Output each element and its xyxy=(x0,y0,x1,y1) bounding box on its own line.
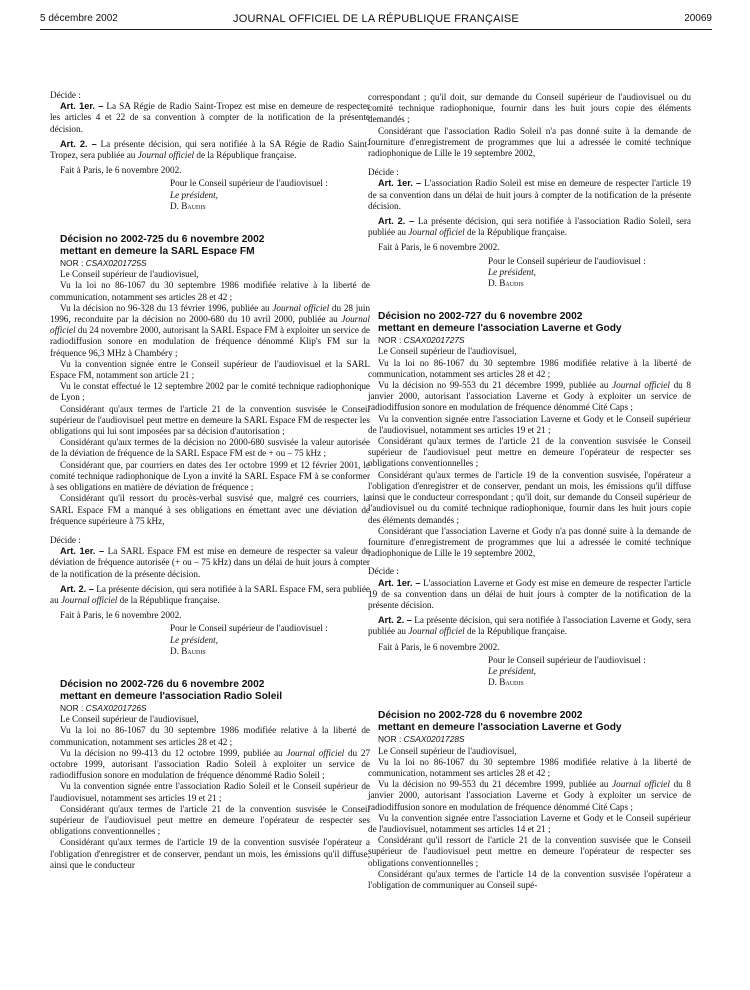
paragraph xyxy=(50,748,370,782)
decision-end-saint-tropez xyxy=(50,90,370,212)
decide-heading: Décide : xyxy=(368,566,399,577)
decide-heading: Décide : xyxy=(50,534,81,545)
nor-reference xyxy=(368,335,691,346)
journal-ref: Journal officiel xyxy=(612,779,670,790)
article-text: de la République française. xyxy=(467,227,567,238)
text: du 27 octobre 1999, autorisant l'association Radio Soleil à exploiter un service de radiodiffusion sonore en modulation de fréquence dénommé Radio Soleil ; xyxy=(50,747,371,781)
decision-subtitle: mettant en demeure l'association Laverne et Gody xyxy=(378,722,622,734)
journal-ref: Journal officiel xyxy=(408,626,465,637)
decision-subtitle: mettant en demeure la SARL Espace FM xyxy=(60,246,255,258)
right-column xyxy=(368,92,691,891)
nor-reference xyxy=(50,258,370,269)
paragraph: correspondant ; qu'il doit, sur demande du Conseil supérieur de l'audiovisuel ou du comité technique radiophonique, fournir dans les huit jours copie des éléments demandés ; xyxy=(368,92,691,125)
text: du 24 novembre 2000, autorisant la SARL Espace FM à exploiter un service de radiodiffusion sonore en modulation de fréquence dénommé Klip's FM sur la fréquence 96,3 MHz à Chambéry ; xyxy=(50,325,370,358)
article-1 xyxy=(50,101,370,135)
journal-ref: Journal officiel xyxy=(286,747,345,758)
decision-title: Décision no 2002-728 du 6 novembre 2002 xyxy=(378,710,583,722)
signature-name xyxy=(368,677,691,688)
paragraph: Considérant qu'il ressort de l'article 21 de la convention susvisée que le Conseil supérieur de l'audiovisuel peut mettre en demeure l'opérateur de respecter ses obligations conventionnelles ; xyxy=(368,835,691,868)
page-number: 20069 xyxy=(684,13,712,24)
paragraph: Vu le constat effectué le 12 septembre 2002 par le comité technique radiophonique de Lyon ; xyxy=(50,381,370,403)
header-date: 5 décembre 2002 xyxy=(40,13,118,24)
article-1 xyxy=(368,178,691,212)
article-text: La SARL Espace FM est mise en demeure de respecter sa valeur de déviation de fréquence autorisée (+ ou – 75 kHz) dans un délai de huit jours à compter de la notification de la présente décision. xyxy=(50,546,370,579)
article-1 xyxy=(50,546,370,580)
nor-code: CSAX0201727S xyxy=(403,335,465,346)
article-text: L'association Laverne et Gody est mise en demeure de respecter l'article 19 de sa convention dans un délai de huit jours à compter de la notification de la présente décision. xyxy=(368,577,691,610)
signature-role: Pour le Conseil supérieur de l'audiovisuel : xyxy=(170,623,328,634)
text: du 8 janvier 2000, autorisant l'association Laverne et Gody à exploiter un service de radiodiffusion sonore en modulation de fréquence dénommé Cité Caps ; xyxy=(368,779,692,812)
paragraph: Vu la loi no 86-1067 du 30 septembre 1986 modifiée relative à la liberté de communication, notamment ses articles 28 et 42 ; xyxy=(50,725,370,747)
text: Vu la décision no 96-328 du 13 février 1996, publiée au xyxy=(60,302,270,313)
signature-block xyxy=(368,256,691,290)
signature-name-text: D. Baudis xyxy=(488,677,524,688)
paragraph xyxy=(50,303,370,359)
paragraph: Vu la loi no 86-1067 du 30 septembre 1986 modifiée relative à la liberté de communication, notamment ses articles 28 et 42 ; xyxy=(50,280,370,302)
signature-block xyxy=(368,655,691,689)
decision-title: Décision no 2002-725 du 6 novembre 2002 xyxy=(60,234,265,246)
journal-ref: Journal officiel xyxy=(612,380,670,391)
signature-role: Pour le Conseil supérieur de l'audiovisuel : xyxy=(170,178,328,189)
paragraph: Le Conseil supérieur de l'audiovisuel, xyxy=(60,269,199,280)
fait-a-paris: Fait à Paris, le 6 novembre 2002. xyxy=(60,165,182,176)
journal-ref: Journal officiel xyxy=(60,594,118,605)
fait-a-paris: Fait à Paris, le 6 novembre 2002. xyxy=(378,641,500,652)
paragraph xyxy=(368,779,691,813)
signature-name-text: D. Baudis xyxy=(170,645,206,656)
nor-reference xyxy=(50,703,370,714)
signature-block xyxy=(50,623,370,657)
paragraph: Le Conseil supérieur de l'audiovisuel, xyxy=(378,745,517,756)
decision-title: Décision no 2002-726 du 6 novembre 2002 xyxy=(60,678,265,690)
article-2 xyxy=(50,139,370,161)
paragraph xyxy=(368,380,691,414)
journal-ref: Journal officiel xyxy=(272,302,330,313)
nor-reference xyxy=(368,734,691,745)
journal-ref: Journal officiel xyxy=(137,150,195,161)
article-1 xyxy=(368,578,691,612)
article-2 xyxy=(368,216,691,238)
nor-label: NOR : xyxy=(60,702,84,713)
signature-name xyxy=(50,201,370,212)
article-text: de la République française. xyxy=(196,150,297,161)
paragraph: Considérant qu'aux termes de l'article 21 de la convention susvisée le Conseil supérieur de l'audiovisuel peut mettre en demeure la SARL Espace FM de respecter les obligations qui lui sont imposées par sa décision d'autorisation ; xyxy=(50,403,370,437)
paragraph: Vu la convention signée entre l'association Radio Soleil et le Conseil supérieur de l'audiovisuel, notamment ses articles 19 et 21 ; xyxy=(50,781,370,803)
nor-code: CSAX0201725S xyxy=(85,258,147,269)
decision-2002-727 xyxy=(368,311,691,688)
article-label: Art. 2. – xyxy=(60,583,94,594)
page-header xyxy=(40,13,712,27)
signature-title: Le président, xyxy=(488,266,536,277)
paragraph: Vu la loi no 86-1067 du 30 septembre 1986 modifiée relative à la liberté de communication, notamment ses articles 28 et 42 ; xyxy=(368,357,691,379)
paragraph: Considérant que, par courriers en dates des 1er octobre 1999 et 12 février 2001, le comité technique radiophonique de Lyon a invité la SARL Espace FM à se conformer à ses obligations en matière de déviation de fréquence ; xyxy=(50,459,370,493)
article-label: Art. 1er. – xyxy=(378,577,421,588)
signature-role: Pour le Conseil supérieur de l'audiovisuel : xyxy=(488,255,646,266)
paragraph: Considérant qu'aux termes de l'article 21 de la convention susvisée le Conseil supérieur de l'audiovisuel peut mettre en demeure l'opérateur de respecter ses obligations conventionnelles ; xyxy=(50,803,370,837)
article-2 xyxy=(368,615,691,637)
signature-block xyxy=(50,178,370,212)
paragraph: Vu la loi no 86-1067 du 30 septembre 1986 modifiée relative à la liberté de communication, notamment ses articles 28 et 42 ; xyxy=(368,756,691,778)
signature-name-text: D. Baudis xyxy=(488,278,524,289)
article-text: L'association Radio Soleil est mise en demeure de respecter l'article 19 de sa convention dans un délai de huit jours à compter de la notification de la présente décision. xyxy=(368,178,691,211)
left-column xyxy=(50,90,370,871)
header-rule xyxy=(40,29,712,30)
decide-heading: Décide : xyxy=(368,167,399,178)
nor-label: NOR : xyxy=(60,258,84,269)
article-2 xyxy=(50,584,370,606)
article-text: La présente décision, qui sera notifiée à l'association Laverne et Gody, sera publiée au xyxy=(368,615,692,637)
article-label: Art. 1er. – xyxy=(60,546,105,557)
fait-a-paris: Fait à Paris, le 6 novembre 2002. xyxy=(60,610,182,621)
article-text: La présente décision, qui sera notifiée à la SARL Espace FM, sera publiée au xyxy=(50,583,370,605)
nor-label: NOR : xyxy=(378,734,402,745)
decide-heading: Décide : xyxy=(50,90,81,100)
decision-2002-725 xyxy=(50,234,370,657)
journal-ref: Journal officiel xyxy=(408,227,465,238)
signature-title: Le président, xyxy=(170,189,218,200)
paragraph: Vu la convention signée entre le Conseil supérieur de l'audiovisuel et la SARL Espace FM, notamment son article 21 ; xyxy=(50,358,370,381)
paragraph: Vu la convention signée entre l'association Laverne et Gody et le Conseil supérieur de l'audiovisuel, notamment ses articles 14 et 21 ; xyxy=(368,812,691,834)
decision-subtitle: mettant en demeure l'association Radio Soleil xyxy=(60,690,283,702)
paragraph: Considérant qu'aux termes de l'article 19 de la convention susvisée l'opérateur a l'obligation d'enregistrer et de conserver, pendant un mois, les émissions qu'il diffuse, ainsi que le conducteur xyxy=(50,837,370,870)
article-label: Art. 2. – xyxy=(60,138,97,149)
article-label: Art. 2. – xyxy=(378,615,412,626)
paragraph: Vu la convention signée entre l'association Laverne et Gody et le Conseil supérieur de l'audiovisuel, notamment ses articles 19 et 21 ; xyxy=(368,413,691,435)
decision-title: Décision no 2002-727 du 6 novembre 2002 xyxy=(378,311,583,323)
article-label: Art. 1er. – xyxy=(378,178,422,189)
text: Vu la décision no 99-553 du 21 décembre 1999, publiée au xyxy=(378,380,609,391)
signature-title: Le président, xyxy=(488,665,536,676)
paragraph: Considérant que l'association Radio Soleil n'a pas donné suite à la demande de fourniture d'enregistrement de programmes que lui a adressée le comité technique radiophonique de Lille le 19 septembre 2002, xyxy=(368,125,691,159)
nor-code: CSAX0201726S xyxy=(85,702,147,713)
nor-code: CSAX0201728S xyxy=(403,734,465,745)
fait-a-paris: Fait à Paris, le 6 novembre 2002. xyxy=(378,242,500,253)
paragraph: Considérant qu'aux termes de l'article 21 de la convention susvisée le Conseil supérieur de l'audiovisuel peut mettre en demeure l'opérateur de respecter ses obligations conventionnelles ; xyxy=(368,436,691,469)
paragraph: Considérant que l'association Laverne et Gody n'a pas donné suite à la demande de fourniture d'enregistrement de programmes que lui a adressée le comité technique radiophonique de Lille le 19 septembre 2002, xyxy=(368,525,691,559)
journal-ref: Journal officiel xyxy=(50,314,370,336)
text: Vu la décision no 99-413 du 12 octobre 1999, publiée au xyxy=(60,747,283,758)
text: du 28 juin 1996, reconduite par la décision no 2000-680 du 10 avril 2000, publiée au xyxy=(50,302,371,325)
paragraph: Considérant qu'aux termes de la décision no 2000-680 susvisée la valeur autorisée de la déviation de fréquence de la SARL Espace FM est de + ou – 75 kHz ; xyxy=(50,437,370,459)
journal-title: JOURNAL OFFICIEL DE LA RÉPUBLIQUE FRANÇAISE xyxy=(233,13,519,25)
article-text: La présente décision, qui sera notifiée à la SA Régie de Radio Saint-Tropez, sera publiée au xyxy=(50,138,371,161)
nor-label: NOR : xyxy=(378,335,402,346)
article-label: Art. 2. – xyxy=(378,216,415,227)
decision-subtitle: mettant en demeure l'association Laverne et Gody xyxy=(378,323,622,335)
article-text: La SA Régie de Radio Saint-Tropez est mise en demeure de respecter les articles 4 et 22 de sa convention à compter de la notification de la présente décision. xyxy=(50,101,370,134)
paragraph: Considérant qu'il ressort du procès-verbal susvisé que, malgré ces courriers, la SARL Espace FM a manqué à ses obligations en émettant avec une déviation de fréquence supérieure à 75 kHz, xyxy=(50,493,370,526)
article-text: de la République française. xyxy=(119,594,220,605)
signature-name xyxy=(368,278,691,289)
article-text: de la République française. xyxy=(467,626,567,637)
paragraph: Le Conseil supérieur de l'audiovisuel, xyxy=(378,346,517,357)
signature-name-text: D. Baudis xyxy=(170,200,206,211)
paragraph: Le Conseil supérieur de l'audiovisuel, xyxy=(60,714,199,725)
paragraph: Considérant qu'aux termes de l'article 19 de la convention susvisée, l'opérateur a l'obligation d'enregistrer et de conserver, pendant un mois, les émissions qu'il diffuse ainsi que le conducteur correspondant ; qu'il doit, sur demande du Conseil supérieur de l'audiovisuel ou du comité technique radiophonique, fournir dans les huit jours copie des éléments demandés ; xyxy=(368,469,691,525)
signature-name xyxy=(50,646,370,657)
article-text: La présente décision, qui sera notifiée à l'association Radio Soleil, sera publiée au xyxy=(368,216,691,238)
signature-role: Pour le Conseil supérieur de l'audiovisuel : xyxy=(488,654,646,665)
text: Vu la décision no 99-553 du 21 décembre 1999, publiée au xyxy=(378,779,609,790)
paragraph: Considérant qu'aux termes de l'article 14 de la convention susvisée l'opérateur a l'obligation de communiquer au Conseil supé- xyxy=(368,868,691,890)
decision-2002-726-continued xyxy=(368,92,691,289)
decision-2002-728 xyxy=(368,710,691,891)
text: du 8 janvier 2000, autorisant l'association Laverne et Gody à exploiter un service de radiodiffusion sonore en modulation de fréquence dénommé Cité Caps ; xyxy=(368,380,692,413)
signature-title: Le président, xyxy=(170,634,218,645)
article-label: Art. 1er. – xyxy=(60,101,104,112)
decision-2002-726 xyxy=(50,679,370,871)
